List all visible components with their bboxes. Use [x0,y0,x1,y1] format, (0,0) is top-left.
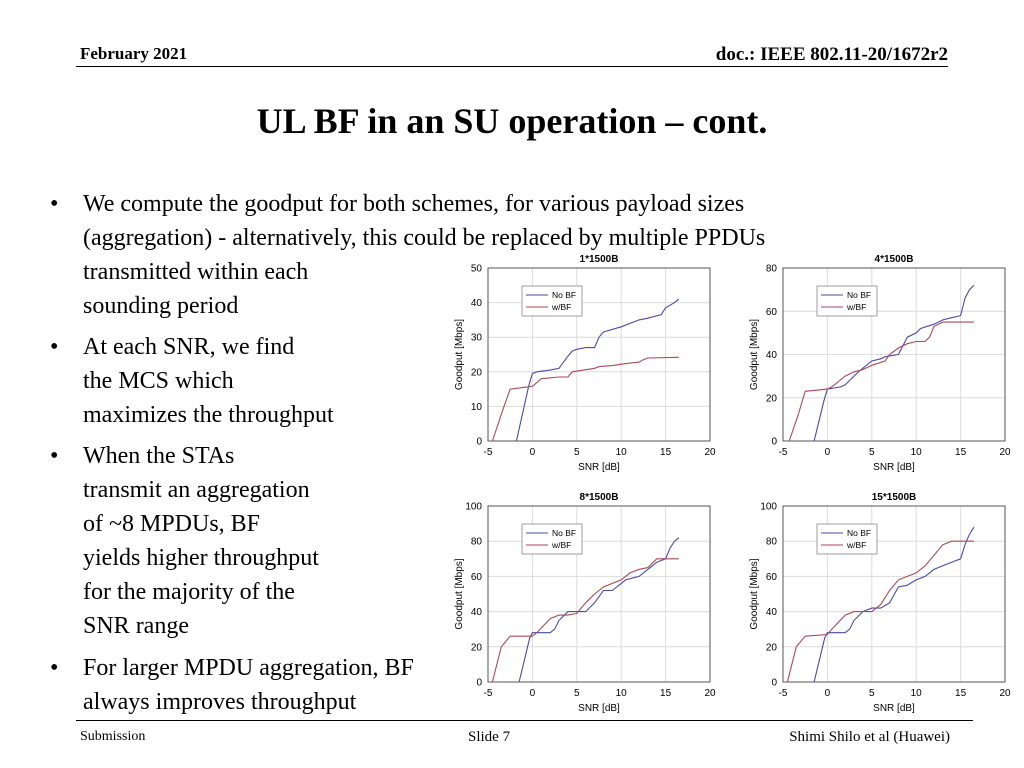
y-tick-label: 0 [476,436,482,448]
header-date: February 2021 [80,44,188,63]
x-tick-label: -5 [483,688,493,699]
goodput-chart-4x1500b [735,250,1024,475]
x-tick-label: 0 [529,688,536,699]
bullet-3-line-4: yields higher throughput [83,545,319,571]
bullet-4-line-2: always improves throughput [83,689,357,715]
series-line-w-bf [492,559,679,682]
header-doc-id: doc.: IEEE 802.11-20/1672r2 [715,44,948,65]
bullet-dot: • [50,655,59,681]
x-tick-label: -5 [483,447,493,458]
series-line-w-bf [789,322,974,441]
series-line-w-bf [492,357,679,441]
x-tick-label: 5 [869,447,875,458]
legend-label: No BF [847,290,872,300]
bullet-3-line-6: SNR range [83,613,189,639]
bullet-2-line-3: maximizes the throughput [83,402,334,428]
legend-label: No BF [847,528,872,538]
y-tick-label: 20 [765,642,777,654]
x-tick-label: 15 [660,447,672,458]
slide-title: UL BF in an SU operation – cont. [256,101,768,141]
y-tick-label: 40 [765,607,777,619]
x-tick-label: 0 [529,447,536,458]
chart-title: 8*1500B [579,492,619,503]
x-tick-label: 20 [704,447,716,458]
goodput-chart-1x1500b [440,250,730,475]
chart-title: 1*1500B [579,254,619,265]
y-axis-label: Goodput [Mbps] [749,318,760,391]
footer-rule [76,720,973,721]
x-tick-label: 10 [615,447,627,458]
legend-label: No BF [552,528,577,538]
legend-label: w/BF [552,540,572,550]
y-tick-label: 0 [476,677,482,689]
y-axis-label: Goodput [Mbps] [454,558,465,630]
x-tick-label: 5 [574,688,580,699]
bullet-4-line-1: For larger MPDU aggregation, BF [83,655,414,681]
footer-slide-number: Slide 7 [468,729,511,745]
x-axis-label: SNR [dB] [873,462,915,473]
bullet-1-line-2: (aggregation) - alternatively, this could be replaced by multiple PPDUs [83,225,766,251]
y-tick-label: 40 [470,298,482,310]
x-axis-label: SNR [dB] [578,703,620,714]
y-tick-label: 40 [765,350,777,361]
x-tick-label: 5 [869,688,875,699]
series-line-no-bf [519,538,679,682]
y-tick-label: 20 [765,393,777,405]
y-tick-label: 50 [470,263,482,275]
footer-author: Shimi Shilo et al (Huawei) [789,729,950,745]
y-tick-label: 60 [470,571,482,583]
bullet-dot: • [50,191,59,217]
plot-frame [488,506,710,682]
x-axis-label: SNR [dB] [578,462,620,473]
series-line-no-bf [516,299,679,441]
y-tick-label: 30 [470,332,482,344]
y-tick-label: 40 [470,607,482,619]
y-tick-label: 20 [470,642,482,654]
x-tick-label: 15 [955,688,967,699]
y-tick-label: 0 [771,436,777,448]
x-tick-label: 10 [615,688,627,699]
header-rule [76,66,948,67]
y-tick-label: 80 [470,536,482,548]
x-tick-label: 20 [999,688,1011,699]
bullet-1-line-3: transmitted within each [83,259,309,285]
legend-label: w/BF [552,302,572,312]
bullet-2-line-2: the MCS which [83,368,234,394]
y-tick-label: 10 [470,401,482,413]
x-tick-label: 20 [704,688,716,699]
y-tick-label: 60 [765,306,777,318]
y-tick-label: 60 [765,571,777,583]
legend-label: No BF [552,290,577,300]
plot-frame [488,268,710,441]
goodput-chart-15x1500b [735,488,1024,716]
bullet-dot: • [50,443,59,469]
x-tick-label: 10 [910,447,922,458]
x-tick-label: 10 [910,688,922,699]
footer-submission: Submission [80,729,146,744]
x-tick-label: 0 [824,688,831,699]
bullet-3-line-2: transmit an aggregation [83,477,310,503]
chart-title: 15*1500B [871,492,917,503]
x-tick-label: 0 [824,447,831,458]
bullet-1-line-4: sounding period [83,293,239,319]
bullet-dot: • [50,334,59,360]
y-tick-label: 100 [465,501,482,513]
y-tick-label: 20 [470,367,482,379]
y-axis-label: Goodput [Mbps] [749,558,760,630]
legend-label: w/BF [847,302,867,312]
y-tick-label: 80 [765,536,777,548]
goodput-chart-8x1500b [440,488,730,716]
chart-title: 4*1500B [874,254,914,265]
bullet-3-line-5: for the majority of the [83,579,295,605]
x-tick-label: -5 [778,688,788,699]
y-tick-label: 80 [765,263,777,275]
bullet-3-line-3: of ~8 MPDUs, BF [83,511,261,537]
x-tick-label: 5 [574,447,580,458]
bullet-3-line-1: When the STAs [83,443,235,469]
legend-label: w/BF [847,540,867,550]
x-tick-label: 20 [999,447,1011,458]
y-axis-label: Goodput [Mbps] [454,318,465,391]
x-tick-label: -5 [778,447,788,458]
y-tick-label: 0 [771,677,777,689]
bullet-2-line-1: At each SNR, we find [83,334,295,360]
bullet-1-line-1: We compute the goodput for both schemes, for various payload sizes [83,191,745,217]
x-tick-label: 15 [955,447,967,458]
y-tick-label: 100 [760,501,777,513]
x-tick-label: 15 [660,688,672,699]
x-axis-label: SNR [dB] [873,703,915,714]
